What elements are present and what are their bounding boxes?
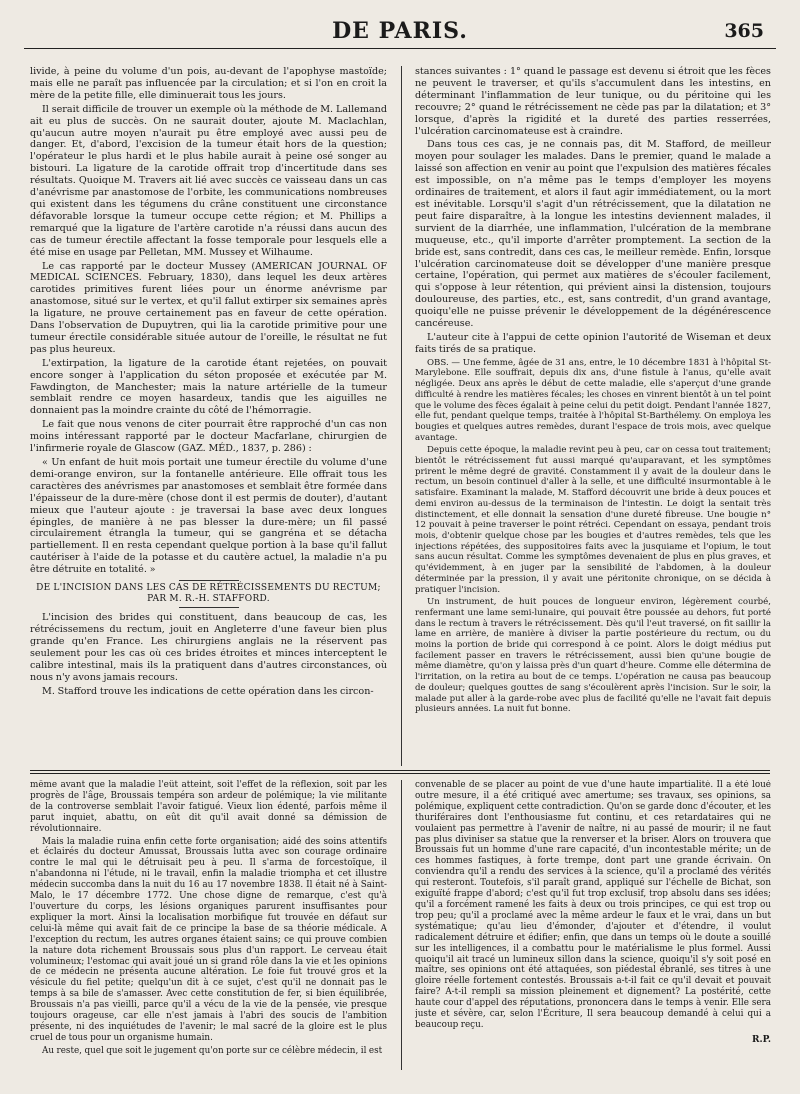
section-heading	[30, 580, 387, 608]
feuilleton-paragraph: même avant que la maladie l'eût atteint, soit l'effet de la réflexion, soit par les progrès de l'âge, Broussais tempéra son ardeur de polémique; la vie militante de la controverse semblait l'avoir fatigué. Vieux lion édenté, parfois même il parut inquiet, abattu, on eût dit qu'il avait donné sa démission de révolutionnaire.	[30, 780, 387, 834]
left-quote-paragraph: « Un enfant de huit mois portait une tumeur érectile du volume d'une demi-orange environ, sur la fontanelle antérieure. Elle offrait tous les caractères des anévrismes par anastomoses et semblait être formée dans l'épaisseur de la dure-mère (chose dont il est permis de douter), d'autant mieux que l'auteur ajoute : je traversai la base avec deux longues épingles, de manière à ne pas blesser la dure-mère; un fil passé circulairement étrangla la tumeur, qui se gangréna et se détacha partiellement. Il en resta cependant quelque portion à la base qu'il fallut cautériser à l'aide de la potasse et du cautère actuel, la maladie n'a pu être détruite en totalité. »	[30, 457, 387, 576]
observation-label: OBS.	[427, 357, 449, 368]
page-number: 365	[724, 20, 764, 42]
left-paragraph: livide, à peine du volume d'un pois, au-devant de l'apophyse mastoïde; mais elle ne paraît pas influencée par la circulation; et si l'on en croit la mère de la petite fille, elle diminuerait tous les jours.	[30, 66, 387, 101]
observation-text: — Une femme, âgée de 31 ans, entre, le 10 décembre 1831 à l'hôpital St-Marylebone. Elle souffrait, depuis dix ans, d'une fistule à l'anus, qu'elle avait négligée. Deux ans après le début de cette maladie, elle s'aperçut d'une grande difficulté à rendre les matières fécales; les choses en vinrent bientôt à un tel point que le volume des fèces égalait à peine celui du petit doigt. Pendant l'année 1827, elle fut, pendant quelque temps, traitée à l'hôpital St-Barthélemy. On employa les bougies et quelques autres remèdes, durant l'espace de trois mois, avec quelque avantage.	[415, 357, 771, 443]
feuilleton-right-column	[415, 780, 771, 1076]
observation-paragraph	[415, 358, 771, 444]
masthead-title: DE PARIS.	[332, 18, 468, 44]
left-paragraph: Il serait difficile de trouver un exemple où la méthode de M. Lallemand ait eu plus de succès. On ne saurait douter, ajoute M. Maclachlan, qu'aucun autre moyen n'aurait pu être employé avec aussi peu de danger. Et, d'abord, l'excision de la tumeur était hors de la question; l'opérateur le plus hardi et le plus habile aurait à peine osé songer au bistouri. La ligature de la carotide offrait trop d'incertitude dans ses résultats. Quoique M. Travers ait lié avec succès ce vaisseau dans un cas d'anévrisme par anastomose de l'orbite, les communications nombreuses qui existent dans les tégumens du crâne constituent une circonstance défavorable lorsque la tumeur occupe cette région; et M. Phillips a remarqué que la ligature de l'artère carotide n'a réussi dans aucun des cas de tumeur érectile affectant la fosse temporale pour lesquels elle a été mise en usage par Pelletan, MM. Mussey et Wilhaume.	[30, 103, 387, 258]
feuilleton-paragraph: Mais la maladie ruina enfin cette forte organisation; aidé des soins attentifs et éclairés du docteur Amussat, Broussais lutta avec son courage ordinaire contre le mal qui le détruisait peu à peu. Il s'arma de forcestoïque, il n'abandonna ni l'étude, ni le travail, enfin la maladie triompha et cet illustre médecin succomba dans la nuit du 16 au 17 novembre 1838. Il était né à Saint-Malo, le 17 décembre 1772. Une chose digne de remarque, c'est qu'à l'ouverture du corps, les lésions organiques parurent insuffisantes pour expliquer la mort. Ainsi la localisation morbifique fut trouvée en défaut sur celui-là même qui avait fait de ce principe la base de sa théorie médicale. A l'exception du rectum, les autres organes étaient sains; ce qui prouve combien la nature dota richement Broussais sous plus d'un rapport. Le cerveau était volumineux; l'estomac qui avait joué un si grand rôle dans la vie et les opinions de ce médecin ne présenta aucune altération. Le foie fut trouvé gros et la vésicule du fiel petite; quelqu'un dit à ce sujet, c'est qu'il ne donnait pas le temps à sa bile de s'amasser. Avec cette constitution de fer, si bien équilibrée, Broussais n'a pas vieilli, parce qu'il a vécu de la vie de la pensée, vie presque toujours orageuse, car elle n'est jamais à l'abri des soucis de l'ambition présente, ni des inquiétudes de l'avenir; le mal sacré de la gloire est le plus cruel de tous pour un organisme humain.	[30, 836, 387, 1043]
left-paragraph: L'extirpation, la ligature de la carotide étant rejetées, on pouvait encore songer à l'application du séton proposée et exécutée par M. Fawdington, de Manchester; mais la nature artérielle de la tumeur semblait rendre ce moyen hasardeux, tandis que les aiguilles ne donnaient pas la moindre crainte du côté de l'hémorragie.	[30, 357, 387, 417]
feuilleton-paragraph: Au reste, quel que soit le jugement qu'on porte sur ce célèbre médecin, il est	[42, 1045, 383, 1056]
right-paragraph: stances suivantes : 1° quand le passage est devenu si étroit que les fèces ne peuvent le traverser, et qu'ils s'accumulent dans les intestins, en déterminant l'inflammation de leur tunique, ou du péritoine qui les recouvre; 2° quand le rétrécissement ne cède pas par la dilatation; et 3° lorsque, d'après la rigidité et la dureté des parties resserrées, l'ulcération carcinomateuse est à craindre.	[415, 66, 771, 137]
left-column	[30, 66, 387, 760]
feuilleton-rule	[30, 770, 770, 771]
section-heading-text: DE L'INCISION DANS LES CAS DE RÉTRÉCISSEMENTS DU RECTUM; PAR M. R.-H. STAFFORD.	[36, 583, 381, 605]
feuilleton-paragraph: convenable de se placer au point de vue d'une haute impartialité. Il a été loué outre mesure, il a été critiqué avec amertume; ses travaux, ses opinions, sa polémique, expliquent cette contradiction. Qu'on se garde donc d'écouter, et les thuriféraires dont l'enthousiasme fut continu, et ces retardataires qui ne voulaient pas permettre à l'avenir de naître, ni au passé de mourir; il ne faut pas plus diviniser sa statue que la renverser et la briser. Alors on trouvera que Broussais fut un homme d'une rare capacité, d'un incontestable mérite; un de ces hommes fastiques, à forte trempe, dont part une grande écrivain. On conviendra qu'il a rendu des services à la science, qu'il a proclamé des vérités qui resteront. Toutefois, s'il paraît grand, appliqué sur l'échelle de Bichat, son exiguïté frappe d'abord; c'est qu'il fut trop exclusif, trop absolu dans ses idées; qu'il a forcément ramené les faits à deux ou trois principes, ce qui est trop ou trop peu; qu'il a proclamé avec la même ardeur le faux et le vrai, dans un but systématique; qu'au lieu d'émonder, d'ajouter et d'étendre, il voulut radicalement détruire et édifier; enfin, que dans un temps où le doute a souillé sur les intelligences, il a combattu pour le matérialisme le plus formel. Aussi quoiqu'il ait tracé un lumineux sillon dans la science, quoiqu'il s'y soit posé en maître, ses opinions ont été attaquées, son piédestal ébranlé, ses titres à une gloire réelle fortement contestés. Broussais a-t-il fait ce qu'il devait et pouvait faire? A-t-il rempli sa mission pleinement et dignement? La postérité, cette haute cour d'appel des réputations, prononcera dans le temps à venir. Elle sera juste et sévère, car, selon l'Écriture, Il sera beaucoup demandé à celui qui a beaucoup reçu.	[415, 780, 771, 1030]
left-paragraph: Le fait que nous venons de citer pourrait être rapproché d'un cas non moins intéressant rapporté par le docteur Macfarlane, chirurgien de l'infirmerie royale de Glascow (GAZ. MÉD., 1837, p. 286) :	[30, 419, 387, 455]
feuilleton-rule-thin	[30, 773, 770, 774]
feuilleton-left-column	[30, 780, 387, 1076]
observation-block	[415, 358, 771, 715]
observation-paragraph: Un instrument, de huit pouces de longueur environ, légèrement courbé, renfermant une lame semi-lunaire, qui pouvait être poussée au dehors, fut porté dans le rectum à travers le rétrécissement. Dès qu'il l'eut traversé, on fit saillir la lame en arrière, de manière à diviser la partie postérieure du rectum, ou du moins la portion de bride qui correspond à ce point. Alors le doigt médius put facilement passer en travers le rétrécissement, aussi bien qu'une bougie de même diamètre, qu'on y laissa près d'un quart d'heure. Comme elle détermina de l'irritation, on la retira au bout de ce temps. L'opération ne causa pas beaucoup de douleur; quelques gouttes de sang s'écoulèrent après l'incision. Sur le soir, la malade put aller à la garde-robe avec plus de facilité qu'elle ne l'avait fait depuis plusieurs années. La nuit fut bonne.	[415, 597, 771, 715]
section-rule-bottom	[179, 607, 239, 608]
left-paragraph: M. Stafford trouve les indications de cette opération dans les circon-	[42, 685, 374, 697]
masthead	[0, 18, 800, 48]
signature: R.P.	[751, 1034, 771, 1045]
column-divider	[401, 66, 402, 766]
left-paragraph: L'incision des brides qui constituent, dans beaucoup de cas, les rétrécissemens du rectum, jouit en Angleterre d'une faveur bien plus grande qu'en France. Les chirurgiens anglais ne la réservent pas seulement pour les cas où ces brides étroites et minces interceptent le calibre intestinal, mais ils la pratiquent dans d'autres circonstances, où nous n'y avons jamais recours.	[30, 612, 387, 683]
section-rule-top	[179, 580, 239, 581]
right-paragraph: L'auteur cite à l'appui de cette opinion l'autorité de Wiseman et deux faits tirés de sa pratique.	[415, 331, 771, 355]
masthead-rule	[24, 48, 776, 49]
left-paragraph: Le cas rapporté par le docteur Mussey (AMERICAN JOURNAL OF MEDICAL SCIENCES. February, 1830), dans lequel les deux artères carotides primitives furent liées pour un énorme anévrisme par anastomose, situé sur le vertex, et qu'il fallut extirper six semaines après la ligature, ne prouve certainement pas en faveur de cette opération. Dans l'observation de Dupuytren, qui lia la carotide primitive pour une tumeur érectile considérable située autour de l'oreille, le résultat ne fut pas plus heureux.	[30, 260, 387, 355]
feuilleton-divider	[401, 780, 402, 1070]
right-paragraph: Dans tous ces cas, je ne connais pas, dit M. Stafford, de meilleur moyen pour soulager les malades. Dans le premier, quand le malade a laissé son affection en venir au point que l'expulsion des matières fécales est impossible, on n'a même pas le temps d'employer les moyens ordinaires de traitement, et alors il faut agir immédiatement, ou la mort est inévitable. Lorsqu'il s'agit d'un rétrécissement, que la dilatation ne peut faire disparaître, à la longue les intestins deviennent malades, il survient de la diarrhée, une inflammation, l'ulcération de la membrane muqueuse, etc., qu'il importe d'arrêter promptement. La section de la bride est, sans contredit, dans ces cas, le meilleur remède. Enfin, lorsque l'ulcération carcinomateuse doit se développer d'une manière presque certaine, l'opération, qui permet aux matières de s'écouler facilement, qui s'oppose à leur rétention, qui prévient ainsi la distension, toujours douloureuse, des parties, etc., est, sans contredit, d'un grand avantage, quoiqu'elle ne puisse prévenir le développement de la dégénérescence cancéreuse.	[415, 139, 771, 330]
right-column	[415, 66, 771, 768]
observation-paragraph: Depuis cette époque, la maladie revint peu à peu, car on cessa tout traitement; bientôt le rétrécissement fut aussi marqué qu'auparavant, et les symptômes prirent le même degré de gravité. Constamment il y avait de la douleur dans le rectum, un besoin continuel d'aller à la selle, et une difficulté insurmontable à le satisfaire. Examinant la malade, M. Stafford découvrit une bride à deux pouces et demi environ au-dessus de la terminaison de l'intestin. Le doigt la sentait très distinctement, et elle donnait la sensation d'une dureté fibreuse. Une bougie n° 12 pouvait à peine traverser le point rétréci. Cependant on essaya, pendant trois mois, d'obtenir quelque chose par les bougies et d'autres remèdes, tels que les injections répétées, des suppositoires faits avec la jusquiame et l'opium, le tout sans aucun résultat. Comme les symptômes devenaient de plus en plus graves, et qu'évidemment, à en juger par la sensibilité de l'abdomen, à la douleur déterminée par la pression, il y avait une péritonite chronique, on se décida à pratiquer l'incision.	[415, 445, 771, 595]
